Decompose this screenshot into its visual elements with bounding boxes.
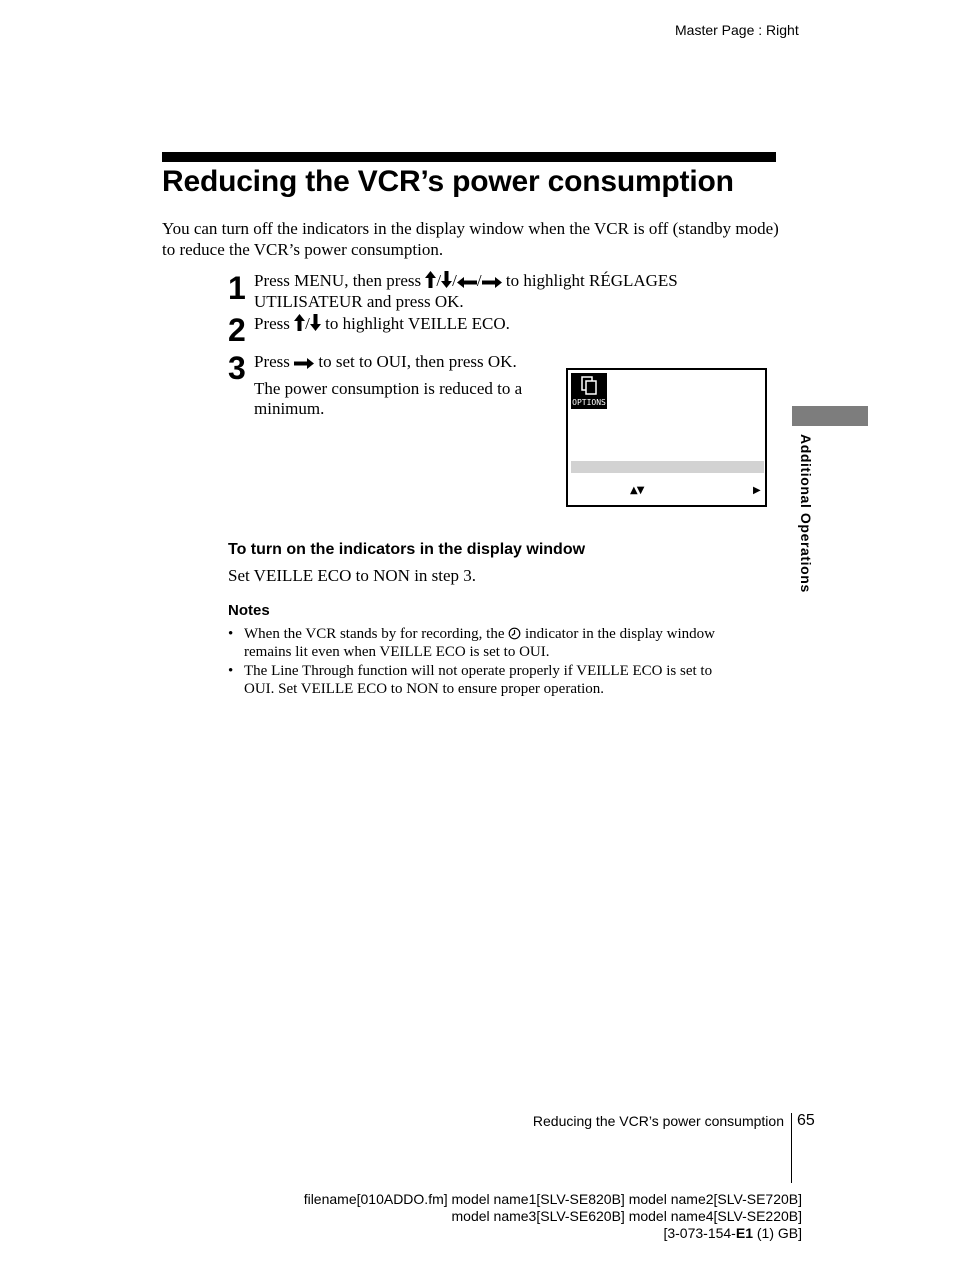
options-menu-icon	[571, 373, 607, 409]
master-page-label: Master Page : Right	[675, 22, 799, 38]
footer-divider	[791, 1113, 792, 1183]
step-3-note-line-2: minimum.	[254, 399, 325, 418]
note-2-text-a: The Line Through function will not operate properly if VEILLE ECO is set to	[244, 663, 713, 679]
separator: /	[305, 314, 310, 333]
note-2-text-c: OUI. Set VEILLE ECO to NON to ensure proper operation.	[244, 681, 605, 697]
step-3-number: 3	[228, 350, 246, 386]
note-1-text-b: indicator in the display window	[521, 626, 715, 642]
bullet: •	[228, 626, 234, 642]
pages-icon	[581, 376, 597, 396]
step-1-line-1	[254, 271, 678, 291]
step-2-text-a: Press	[254, 314, 295, 333]
colophon-line-3-b: E1	[735, 1225, 753, 1241]
note-1-body	[244, 625, 768, 661]
colophon-line-3	[260, 1225, 802, 1242]
arrow-down-icon	[441, 271, 452, 288]
step-3-text-a: Press	[254, 352, 295, 371]
bullet: •	[228, 663, 234, 679]
title-rule	[162, 152, 776, 162]
step-2-text-b: to highlight VEILLE ECO.	[320, 314, 510, 333]
intro-paragraph: You can turn off the indicators in the display window when the VCR is off (standby mode) to reduce the VCR’s power consumption.	[162, 219, 779, 259]
subsection-heading: To turn on the indicators in the display window	[228, 541, 586, 558]
arrow-up-icon	[294, 314, 305, 331]
step-2-number: 2	[228, 312, 246, 348]
right-nav-icon: ▶	[753, 485, 761, 496]
note-item-1	[228, 625, 768, 661]
timer-clock-icon	[508, 627, 521, 640]
step-3-line-1	[254, 352, 517, 372]
arrow-right-icon	[482, 277, 502, 288]
note-2-body	[244, 662, 768, 698]
note-1-text-a: When the VCR stands by for recording, the	[244, 626, 509, 642]
separator: /	[476, 271, 482, 290]
running-footer-title: Reducing the VCR’s power consumption	[532, 1113, 784, 1129]
step-1-text-a: Press MENU, then press	[254, 271, 426, 290]
step-2-line-1	[254, 314, 510, 334]
separator: /	[436, 271, 442, 290]
note-1-text-c: remains lit even when VEILLE ECO is set to OUI.	[244, 644, 550, 660]
options-icon-label: OPTIONS	[572, 398, 606, 407]
colophon-line-3-a: [3-073-154-	[663, 1225, 736, 1241]
step-1-line-2: UTILISATEUR and press OK.	[254, 292, 464, 311]
highlight-bar	[571, 461, 764, 473]
step-3-note-line-1: The power consumption is reduced to a	[254, 379, 523, 398]
separator: /	[452, 271, 457, 290]
subsection-text: Set VEILLE ECO to NON in step 3.	[228, 566, 477, 585]
note-item-2	[228, 662, 768, 698]
page-title: Reducing the VCR’s power consumption	[162, 165, 734, 198]
step-1-number: 1	[228, 270, 246, 306]
arrow-right-icon	[294, 358, 314, 369]
step-1-text-b: to highlight RÉGLAGES	[501, 271, 678, 290]
step-3-text-b: to set to OUI, then press OK.	[314, 352, 517, 371]
arrow-left-icon	[457, 277, 477, 288]
side-tab-label: Additional Operations	[798, 434, 814, 593]
menu-screen-illustration	[566, 368, 767, 507]
up-down-nav-icon: ▲▼	[630, 485, 644, 496]
colophon-line-1: filename[010ADDO.fm] model name1[SLV-SE820B] model name2[SLV-SE720B]	[303, 1191, 802, 1207]
section-tab-bar	[792, 406, 868, 426]
colophon-line-2: model name3[SLV-SE620B] model name4[SLV-SE220B]	[451, 1208, 802, 1224]
colophon-line-3-c: (1) GB]	[752, 1225, 802, 1241]
page-number: 65	[797, 1112, 815, 1129]
notes-heading: Notes	[228, 602, 270, 619]
arrow-down-icon	[310, 314, 321, 331]
arrow-up-icon	[425, 271, 436, 288]
side-tab	[796, 434, 816, 609]
colophon	[260, 1191, 802, 1242]
